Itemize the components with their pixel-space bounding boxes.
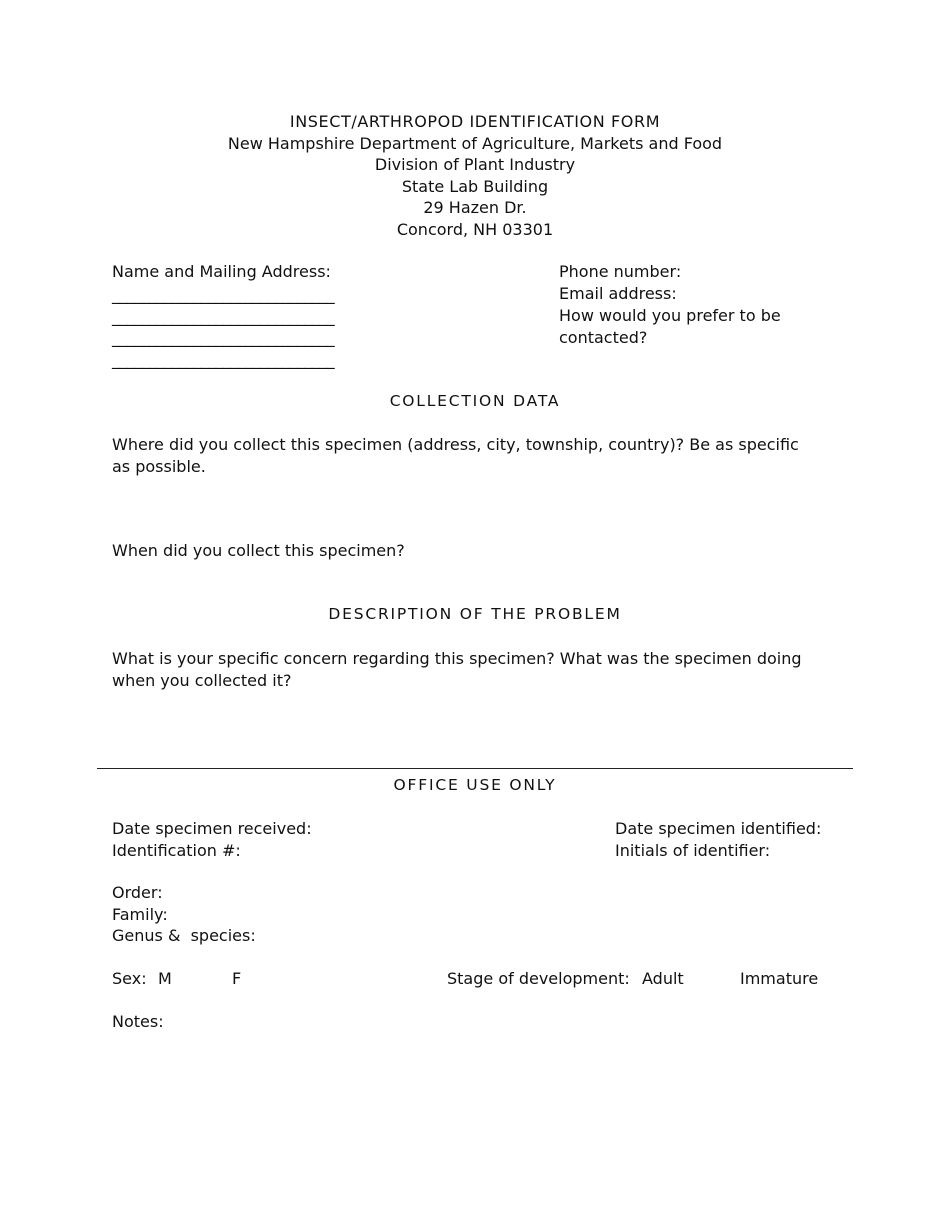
notes-label: Notes: bbox=[112, 1012, 164, 1031]
address-blank-line-1[interactable]: ______________________________ bbox=[112, 285, 335, 304]
city-state-zip: Concord, NH 03301 bbox=[396, 220, 554, 239]
when-collected-question: When did you collect this specimen? bbox=[112, 541, 405, 560]
department-name: New Hampshire Department of Agriculture, Markets and Food bbox=[227, 134, 723, 153]
family-label: Family: bbox=[112, 905, 168, 924]
form-title: INSECT/ARTHROPOD IDENTIFICATION FORM bbox=[289, 112, 661, 131]
date-identified-label: Date specimen identified: bbox=[615, 819, 822, 838]
office-use-heading: OFFICE USE ONLY bbox=[393, 776, 557, 794]
street-address: 29 Hazen Dr. bbox=[423, 198, 527, 217]
identifier-initials-label: Initials of identifier: bbox=[615, 841, 771, 860]
stage-option-adult[interactable]: Adult bbox=[642, 969, 684, 988]
address-blank-line-2[interactable]: ______________________________ bbox=[112, 307, 335, 326]
phone-label: Phone number: bbox=[559, 262, 682, 281]
sex-label: Sex: bbox=[112, 969, 147, 988]
genus-species-label: Genus & species: bbox=[112, 926, 256, 945]
name-address-label: Name and Mailing Address: bbox=[112, 262, 331, 281]
email-label: Email address: bbox=[559, 284, 677, 303]
collection-data-heading: COLLECTION DATA bbox=[389, 392, 561, 410]
specific-concern-question: What is your specific concern regarding this specimen? What was the specimen doing when you collected it? bbox=[112, 649, 802, 690]
address-blank-line-3[interactable]: ______________________________ bbox=[112, 328, 335, 347]
where-collected-question: Where did you collect this specimen (address, city, township, country)? Be as specific as possible. bbox=[112, 435, 799, 476]
contact-preference-label: How would you prefer to be contacted? bbox=[559, 306, 781, 347]
stage-option-immature[interactable]: Immature bbox=[740, 969, 819, 988]
building-name: State Lab Building bbox=[401, 177, 549, 196]
identification-number-label: Identification #: bbox=[112, 841, 241, 860]
division-name: Division of Plant Industry bbox=[374, 155, 576, 174]
sex-option-female[interactable]: F bbox=[232, 969, 242, 988]
stage-of-development-label: Stage of development: bbox=[447, 969, 630, 988]
date-received-label: Date specimen received: bbox=[112, 819, 312, 838]
order-label: Order: bbox=[112, 883, 163, 902]
office-use-divider bbox=[97, 768, 853, 769]
sex-option-male[interactable]: M bbox=[158, 969, 172, 988]
address-blank-line-4[interactable]: ______________________________ bbox=[112, 350, 335, 369]
problem-description-heading: DESCRIPTION OF THE PROBLEM bbox=[328, 605, 622, 623]
